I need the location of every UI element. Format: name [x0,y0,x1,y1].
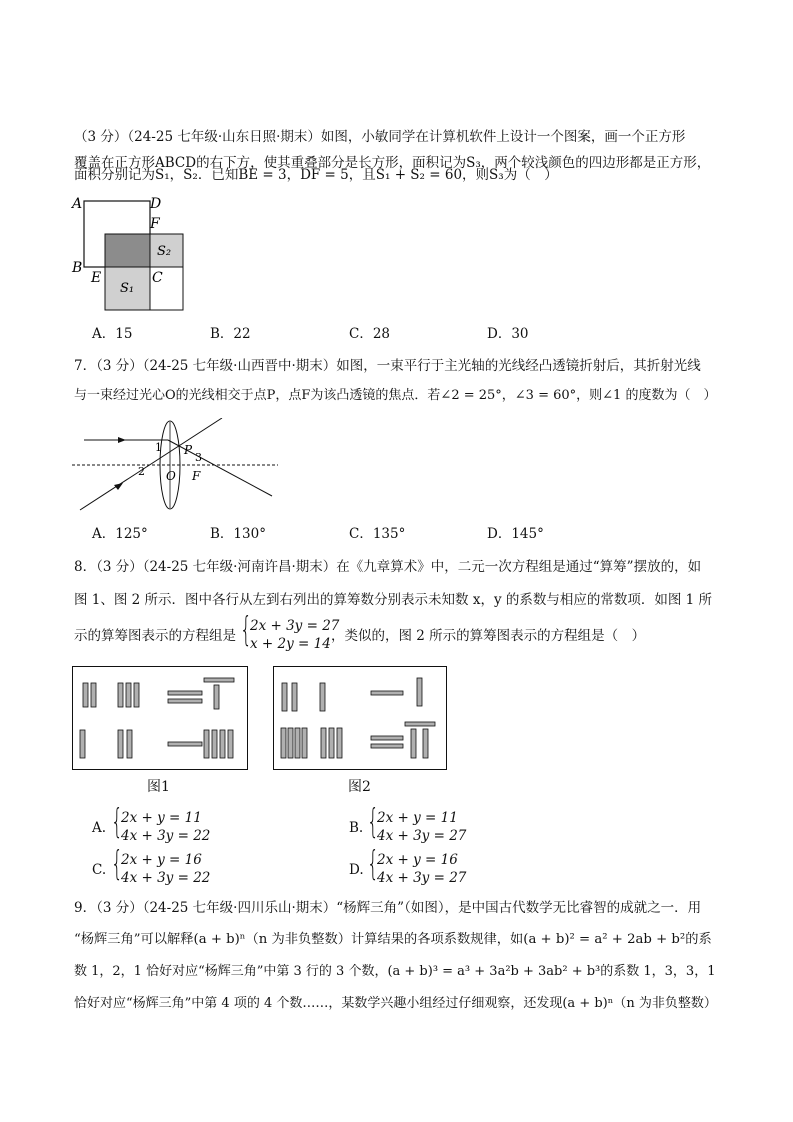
q6-option-d[interactable]: D．30 [487,326,529,342]
rod [214,685,219,709]
point-p-label: P [184,443,193,457]
q9-line3: 数 1，2，1 恰好对应“杨辉三角”中第 3 行的 3 个数，(a + b)³ = a³ + 3a²b + 3ab² + b³的系数 1，3，3，1 [74,964,716,979]
q7-figure [72,418,282,514]
s3-dark-region [105,234,150,267]
rod [371,744,403,748]
point-o-label: O [166,469,176,483]
rod [80,730,85,758]
rod [134,683,139,707]
rod [295,728,300,758]
rod [292,683,297,711]
angle-2-label: 2 [138,465,145,478]
angle-1-label: 1 [155,441,162,454]
rod [228,730,233,758]
rod [118,683,123,707]
rod [423,729,428,758]
label-c: C [152,270,163,286]
rod [282,683,287,711]
rod [320,683,325,711]
q8-example-system: { 2x + 3y = 27 x + 2y = 14 [240,610,340,652]
q7-option-d[interactable]: D．145° [487,526,544,542]
rod [204,678,234,682]
q8-option-c-eq2: 4x + 3y = 22 [121,870,211,886]
rod [91,683,96,707]
angle-3-label: 3 [195,451,202,464]
q8-option-a-eq1: 2x + y = 11 [121,810,202,826]
rod [168,699,202,703]
q8-line2: 图 1、图 2 所示．图中各行从左到右列出的算筹数分别表示未知数 x，y 的系数与相应的常数项．如图 1 所 [74,592,713,608]
rod [127,730,132,758]
rod [126,683,131,707]
label-d: D [150,196,162,212]
rod [371,691,403,695]
q6-figure [70,195,190,315]
rod [329,728,334,758]
label-a: A [72,196,83,212]
rod [405,722,435,726]
rod [118,730,123,758]
q8-line1: 8．（3 分）（24-25 七年级·河南许昌·期末）在《九章算术》中，二元一次方程组是通过“算筹”摆放的，如 [74,559,702,575]
rod [168,742,202,746]
q8-option-c-system: { 2x + y = 16 4x + 3y = 22 [111,844,211,886]
rod [371,736,403,740]
q8-option-b-eq1: 2x + y = 11 [377,810,458,826]
q8-example-eq1: 2x + 3y = 27 [250,618,340,634]
q8-option-b-label: B. [349,820,364,836]
rod [204,730,209,758]
center-ray-arrow [114,483,123,490]
center-ray [80,418,222,510]
q8-option-c-eq1: 2x + y = 16 [121,852,202,868]
label-e: E [91,270,102,286]
q8-figure-2 [273,666,447,770]
q8-option-d-eq2: 4x + 3y = 27 [377,870,467,886]
rod [417,678,422,706]
rod [168,691,202,695]
rod [321,728,326,758]
q6-line1: （3 分）（24-25 七年级·山东日照·期末）如图，小敏同学在计算机软件上设计一个图案，画一个正方形 [74,129,686,145]
q8-option-a-eq2: 4x + 3y = 22 [121,828,211,844]
q9-line2: “杨辉三角”可以解释(a + b)ⁿ（n 为非负整数）计算结果的各项系数规律，如(a + b)² = a² + 2ab + b²的系 [74,932,712,947]
q8-option-d-label: D. [349,862,364,878]
label-b: B [72,260,83,276]
point-f-label: F [192,469,201,483]
q9-line1: 9．（3 分）（24-25 七年级·四川乐山·期末）“杨辉三角”（如图），是中国古代数学无比睿智的成就之一．用 [74,900,702,916]
q6-line2: 覆盖在正方形ABCD的右下方，使其重叠部分是长方形，面积记为S₃，两个较浅颜色的四边形都是正方形， [74,155,711,171]
q7-option-b[interactable]: B．130° [210,526,266,542]
q6-option-a[interactable]: A．15 [92,326,133,342]
q7-option-a[interactable]: A．125° [92,526,148,542]
rod [337,728,342,758]
rod [281,728,286,758]
q8-option-b-system: { 2x + y = 11 4x + 3y = 27 [367,802,467,844]
rod [288,728,293,758]
q8-fig1-caption: 图1 [147,779,170,795]
q6-line3: 面积分别记为S₁，S₂．已知BE = 3，DF = 5，且S₁ + S₂ = 60，则S₃为（ ） [74,167,558,183]
label-s1: S₁ [120,281,135,296]
parallel-ray-arrow [118,437,126,443]
q7-option-c[interactable]: C．135° [349,526,406,542]
q8-figure-1 [72,666,248,770]
q8-option-b-eq2: 4x + 3y = 27 [377,828,467,844]
q8-option-a-label: A. [92,820,107,836]
q8-option-d-system: { 2x + y = 16 4x + 3y = 27 [367,844,467,886]
q8-line3-post: ，类似的，图 2 所示的算筹图表示的方程组是（ ） [331,628,646,644]
label-f: F [150,216,160,232]
rod [220,730,225,758]
rod [212,730,217,758]
q8-fig2-caption: 图2 [348,779,371,795]
rod [302,728,307,758]
q8-option-a-system: { 2x + y = 11 4x + 3y = 22 [111,802,211,844]
label-s2: S₂ [157,244,172,259]
q8-option-c-label: C. [92,862,107,878]
q7-line2: 与一束经过光心O的光线相交于点P，点F为该凸透镜的焦点．若∠2 = 25°，∠3 = 60°，则∠1 的度数为（ ） [74,388,717,403]
q6-option-b[interactable]: B．22 [210,326,251,342]
q6-option-c[interactable]: C．28 [349,326,391,342]
rod [411,729,416,758]
q7-line1: 7．（3 分）（24-25 七年级·山西晋中·期末）如图，一束平行于主光轴的光线经凸透镜折射后，其折射光线 [74,358,701,374]
q9-line4: 恰好对应“杨辉三角”中第 4 项的 4 个数……，某数学兴趣小组经过仔细观察，还发现(a + b)ⁿ（n 为非负整数） [74,996,717,1011]
q8-example-eq2: x + 2y = 14 [250,636,331,652]
q8-option-d-eq1: 2x + y = 16 [377,852,458,868]
rod [83,683,88,707]
q8-line3-pre: 示的算筹图表示的方程组是 [74,628,236,644]
